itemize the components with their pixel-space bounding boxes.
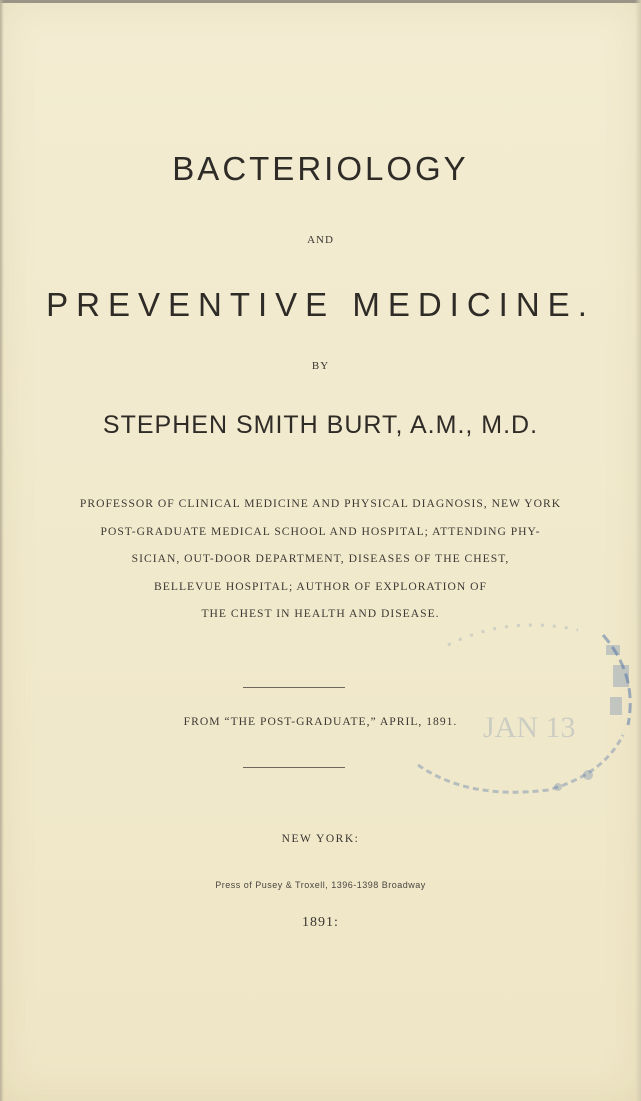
author-name: STEPHEN SMITH BURT, A.M., M.D. (102, 411, 539, 439)
page-edge-top (0, 0, 641, 3)
by-line: BY (311, 360, 330, 372)
title-line-2: PREVENTIVE MEDICINE. (46, 286, 595, 323)
title-line-1: BACTERIOLOGY (172, 150, 469, 187)
library-stamp (388, 615, 641, 815)
credentials-line: SICIAN, OUT-DOOR DEPARTMENT, DISEASES OF THE CHEST, (131, 552, 510, 565)
credentials-line: POST-GRADUATE MEDICAL SCHOOL AND HOSPITAL; ATTENDING PHY- (100, 525, 541, 538)
credentials-line: PROFESSOR OF CLINICAL MEDICINE AND PHYSICAL DIAGNOSIS, NEW YORK (79, 497, 562, 510)
credentials-line: BELLEVUE HOSPITAL; AUTHOR OF EXPLORATION OF (154, 580, 487, 593)
divider-bottom (243, 767, 345, 768)
title-conjunction: AND (307, 234, 334, 246)
divider-top (243, 687, 345, 688)
publication-city: NEW YORK: (281, 833, 360, 845)
publication-year: 1891: (302, 915, 339, 930)
printer-imprint: Press of Pusey & Troxell, 1396-1398 Broadway (215, 880, 426, 890)
credentials-line: THE CHEST IN HEALTH AND DISEASE. (201, 607, 440, 620)
stamp-date-text: JAN 13 (483, 711, 576, 744)
source-note: FROM “THE POST-GRADUATE,” APRIL, 1891. (183, 715, 458, 728)
